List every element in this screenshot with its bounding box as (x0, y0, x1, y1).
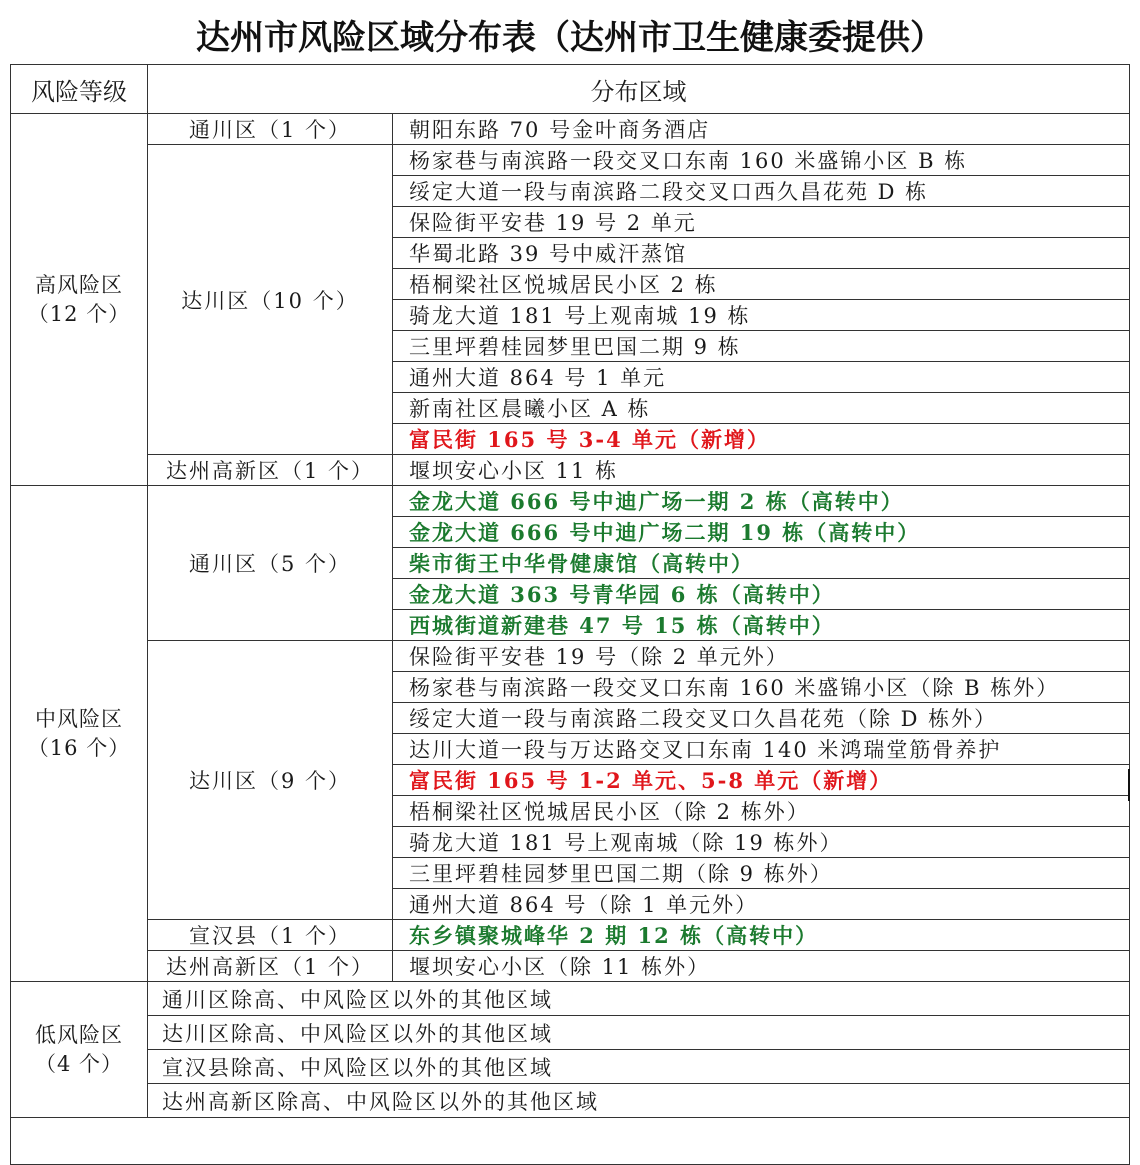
page-title: 达州市风险区域分布表（达州市卫生健康委提供） (196, 18, 944, 58)
location-cell: 柴市街王中华骨健康馆（高转中） (393, 548, 1130, 579)
location-cell: 骑龙大道 181 号上观南城 19 栋 (393, 300, 1130, 331)
risk-level-count: （4 个） (34, 1051, 124, 1076)
location-cell: 金龙大道 666 号中迪广场二期 19 栋（高转中） (393, 517, 1130, 548)
district-cell: 宣汉县（1 个） (148, 920, 393, 951)
risk-level-count: （16 个） (27, 735, 131, 760)
text-cursor (1128, 769, 1130, 801)
risk-area-table (10, 64, 1130, 1165)
header-distribution-area: 分布区域 (148, 65, 1130, 114)
table-row (11, 982, 1130, 1016)
location-cell: 梧桐梁社区悦城居民小区（除 2 栋外） (393, 796, 1130, 827)
location-cell: 绥定大道一段与南滨路二段交叉口西久昌花苑 D 栋 (393, 176, 1130, 207)
low-risk-area-cell: 达州高新区除高、中风险区以外的其他区域 (148, 1084, 1130, 1118)
table-body (11, 114, 1130, 1165)
location-cell: 华蜀北路 39 号中威汗蒸馆 (393, 238, 1130, 269)
table-row (11, 951, 1130, 982)
table-row (11, 920, 1130, 951)
table-row (11, 641, 1130, 672)
table-header-row (11, 65, 1130, 114)
location-cell: 堰坝安心小区（除 11 栋外） (393, 951, 1130, 982)
location-cell: 达川大道一段与万达路交叉口东南 140 米鸿瑞堂筋骨养护 (393, 734, 1130, 765)
location-cell: 西城街道新建巷 47 号 15 栋（高转中） (393, 610, 1130, 641)
table-row (11, 1016, 1130, 1050)
location-cell: 富民街 165 号 1-2 单元、5-8 单元（新增） (393, 765, 1130, 796)
location-cell: 保险街平安巷 19 号 2 单元 (393, 207, 1130, 238)
risk-level-label: 中风险区 (35, 706, 123, 731)
empty-footer-cell (11, 1118, 1130, 1165)
risk-level-medium (11, 486, 148, 982)
location-cell: 通州大道 864 号 1 单元 (393, 362, 1130, 393)
location-cell: 新南社区晨曦小区 A 栋 (393, 393, 1130, 424)
district-cell: 达川区（9 个） (148, 641, 393, 920)
location-cell: 杨家巷与南滨路一段交叉口东南 160 米盛锦小区（除 B 栋外） (393, 672, 1130, 703)
location-cell: 金龙大道 363 号青华园 6 栋（高转中） (393, 579, 1130, 610)
table-row (11, 1118, 1130, 1165)
district-cell: 达州高新区（1 个） (148, 951, 393, 982)
table-row (11, 1084, 1130, 1118)
risk-level-label: 低风险区 (35, 1022, 123, 1047)
header-risk-level: 风险等级 (11, 65, 148, 114)
district-cell: 通川区（5 个） (148, 486, 393, 641)
location-cell: 三里坪碧桂园梦里巴国二期 9 栋 (393, 331, 1130, 362)
location-cell: 梧桐梁社区悦城居民小区 2 栋 (393, 269, 1130, 300)
location-cell: 通州大道 864 号（除 1 单元外） (393, 889, 1130, 920)
low-risk-area-cell: 达川区除高、中风险区以外的其他区域 (148, 1016, 1130, 1050)
location-cell: 东乡镇聚城峰华 2 期 12 栋（高转中） (393, 920, 1130, 951)
location-cell: 堰坝安心小区 11 栋 (393, 455, 1130, 486)
risk-level-high (11, 114, 148, 486)
risk-level-count: （12 个） (27, 301, 131, 326)
location-cell: 骑龙大道 181 号上观南城（除 19 栋外） (393, 827, 1130, 858)
district-cell: 通川区（1 个） (148, 114, 393, 145)
risk-level-label: 高风险区 (35, 272, 123, 297)
table-row (11, 145, 1130, 176)
table-row (11, 486, 1130, 517)
location-cell: 金龙大道 666 号中迪广场一期 2 栋（高转中） (393, 486, 1130, 517)
location-cell: 富民街 165 号 3-4 单元（新增） (393, 424, 1130, 455)
low-risk-area-cell: 宣汉县除高、中风险区以外的其他区域 (148, 1050, 1130, 1084)
table-row (11, 1050, 1130, 1084)
location-cell: 三里坪碧桂园梦里巴国二期（除 9 栋外） (393, 858, 1130, 889)
location-cell: 杨家巷与南滨路一段交叉口东南 160 米盛锦小区 B 栋 (393, 145, 1130, 176)
risk-level-low (11, 982, 148, 1118)
district-cell: 达州高新区（1 个） (148, 455, 393, 486)
table-row (11, 114, 1130, 145)
location-cell: 保险街平安巷 19 号（除 2 单元外） (393, 641, 1130, 672)
table-row (11, 455, 1130, 486)
location-cell: 朝阳东路 70 号金叶商务酒店 (393, 114, 1130, 145)
location-cell: 绥定大道一段与南滨路二段交叉口久昌花苑（除 D 栋外） (393, 703, 1130, 734)
district-cell: 达川区（10 个） (148, 145, 393, 455)
low-risk-area-cell: 通川区除高、中风险区以外的其他区域 (148, 982, 1130, 1016)
